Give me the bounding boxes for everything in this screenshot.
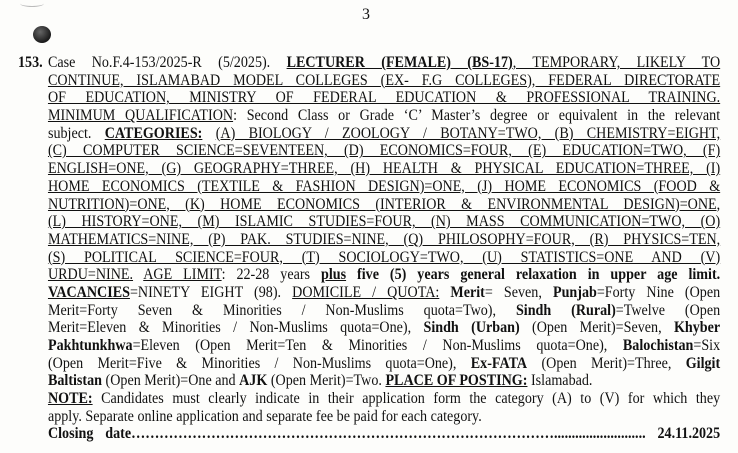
text-segment: (Open Merit)=Two.: [267, 372, 386, 390]
text-segment: [133, 266, 143, 283]
text-segment: subject.: [47, 124, 105, 142]
text-line: [18, 178, 720, 196]
pen-mark: [20, 0, 44, 7]
emphasized-segment: CATEGORIES:: [104, 124, 203, 142]
text-line: [18, 319, 720, 337]
emphasized-segment: five (5) years general relaxation in upper age limit.: [346, 266, 721, 284]
text-segment: =Twelve (Open: [615, 301, 721, 319]
text-line: [18, 372, 720, 390]
emphasized-segment: Khyber: [673, 319, 721, 337]
emphasized-segment: Sindh (Urban): [423, 319, 520, 337]
emphasized-segment: MATHEMATICS=NINE, (P) PAK. STUDIES=NINE, (Q) PHILOSOPHY=FOUR, (R) PHYSICS=TEN,: [47, 230, 721, 248]
emphasized-segment: (S) POLITICAL SCIENCE=FOUR, (T) SOCIOLOGY=TWO, (U) STATISTICS=ONE AND (V): [47, 248, 721, 266]
text-segment: (Open Merit)=One and: [101, 372, 240, 390]
emphasized-segment: , TEMPORARY, LIKELY TO: [512, 54, 721, 71]
text-segment: Case No.F.4-153/2025-R (5/2025).: [47, 54, 287, 71]
emphasized-segment: Balochistan: [622, 337, 694, 354]
text-line: [18, 54, 720, 72]
emphasized-segment: DOMICILE / QUOTA:: [292, 283, 440, 301]
emphasized-segment: MINIMUM QUALIFICATION: [47, 107, 234, 125]
emphasized-segment: Closing date……………………………………………………………………………….......................... 24.11.2025: [47, 425, 721, 443]
text-segment: =Six: [693, 337, 721, 354]
emphasized-segment: CONTINUE, ISLAMABAD MODEL COLLEGES (EX- F.G COLLEGES), FEDERAL DIRECTORATE: [47, 71, 721, 89]
text-line: [18, 231, 720, 249]
text-segment: Merit=Eleven & Minorities / Non-Muslims quota=One),: [47, 319, 424, 337]
text-line: [18, 355, 720, 373]
emphasized-segment: PLACE OF POSTING:: [385, 372, 528, 390]
text-line: [18, 107, 720, 125]
text-line: [18, 89, 720, 107]
text-segment: [439, 284, 450, 301]
text-line: [18, 408, 720, 426]
text-line: [18, 302, 720, 320]
item-number: 153.: [18, 54, 43, 71]
text-segment: [202, 125, 215, 142]
text-line: [18, 196, 720, 214]
emphasized-segment: plus: [321, 266, 347, 284]
emphasized-segment: NOTE:: [47, 390, 93, 408]
text-line: [18, 125, 720, 143]
text-segment: =Forty Nine (Open: [596, 283, 721, 301]
advertisement-item: [18, 54, 720, 443]
text-segment: Islamabad.: [527, 372, 593, 390]
text-line: [18, 337, 720, 355]
text-segment: apply. Separate online application and separate fee be paid for each category.: [47, 407, 482, 425]
emphasized-segment: AJK: [239, 372, 268, 390]
emphasized-segment: Punjab: [552, 283, 597, 301]
text-line: [18, 284, 720, 302]
text-segment: (Open Merit)=Three,: [527, 354, 686, 372]
text-line: [18, 142, 720, 160]
emphasized-segment: Pakhtunkhwa: [47, 337, 133, 354]
emphasized-segment: (C) COMPUTER SCIENCE=SEVENTEEN, (D) ECONOMICS=FOUR, (E) EDUCATION=TWO, (F): [47, 142, 721, 160]
text-segment: (Open Merit=Five & Minorities / Non-Muslims quota=One),: [47, 354, 471, 372]
emphasized-segment: OF EDUCATION, MINISTRY OF FEDERAL EDUCATION & PROFESSIONAL TRAINING.: [47, 89, 721, 107]
text-segment: = Seven,: [484, 283, 553, 301]
emphasized-segment: LECTURER (FEMALE) (BS-17): [286, 54, 513, 71]
text-line: [18, 425, 720, 443]
emphasized-segment: Merit: [450, 283, 485, 301]
text-line: [18, 72, 720, 90]
emphasized-segment: NUTRITION)=ONE, (K) HOME ECONOMICS (INTERIOR & ENVIRONMENTAL DESIGN)=ONE,: [47, 195, 721, 213]
page-number: 3: [362, 6, 370, 23]
emphasized-segment: ENGLISH=ONE, (G) GEOGRAPHY=THREE, (H) HEALTH & PHYSICAL EDUCATION=THREE, (I): [47, 160, 721, 178]
text-segment: : Second Class or Grade ‘C’ Master’s degree or equivalent in the relevant: [233, 107, 721, 125]
text-segment: =NINETY EIGHT (98).: [129, 283, 293, 301]
emphasized-segment: Baltistan: [47, 372, 102, 390]
text-line: [18, 266, 720, 284]
emphasized-segment: (L) HISTORY=ONE, (M) ISLAMIC STUDIES=FOUR, (N) MASS COMMUNICATION=TWO, (O): [47, 213, 721, 231]
text-line: [18, 249, 720, 267]
text-segment: : 22-28 years: [221, 266, 322, 284]
emphasized-segment: (A) BIOLOGY / ZOOLOGY / BOTANY=TWO, (B) CHEMISTRY=EIGHT,: [215, 124, 721, 142]
emphasized-segment: Ex-FATA: [470, 354, 528, 372]
emphasized-segment: Gilgit: [685, 354, 721, 372]
text-line: [18, 390, 720, 408]
emphasized-segment: AGE LIMIT: [143, 266, 222, 284]
item-body: [18, 54, 720, 443]
emphasized-segment: VACANCIES: [47, 283, 130, 301]
punch-hole-dot: [33, 26, 51, 43]
text-line: [18, 160, 720, 178]
emphasized-segment: HOME ECONOMICS (TEXTILE & FASHION DESIGN)=ONE, (J) HOME ECONOMICS (FOOD &: [47, 177, 721, 195]
text-segment: Merit=Forty Seven & Minorities / Non-Muslims quota=Two),: [47, 301, 516, 319]
emphasized-segment: URDU=NINE.: [47, 266, 134, 284]
text-segment: (Open Merit)=Seven,: [519, 319, 674, 337]
text-segment: Candidates must clearly indicate in their application form the category (A) to (V) for which they: [92, 390, 721, 408]
text-line: [18, 213, 720, 231]
emphasized-segment: Sindh (Rural): [515, 301, 616, 319]
text-segment: =Eleven (Open Merit=Ten & Minorities / Non-Muslims quota=One),: [132, 337, 623, 354]
